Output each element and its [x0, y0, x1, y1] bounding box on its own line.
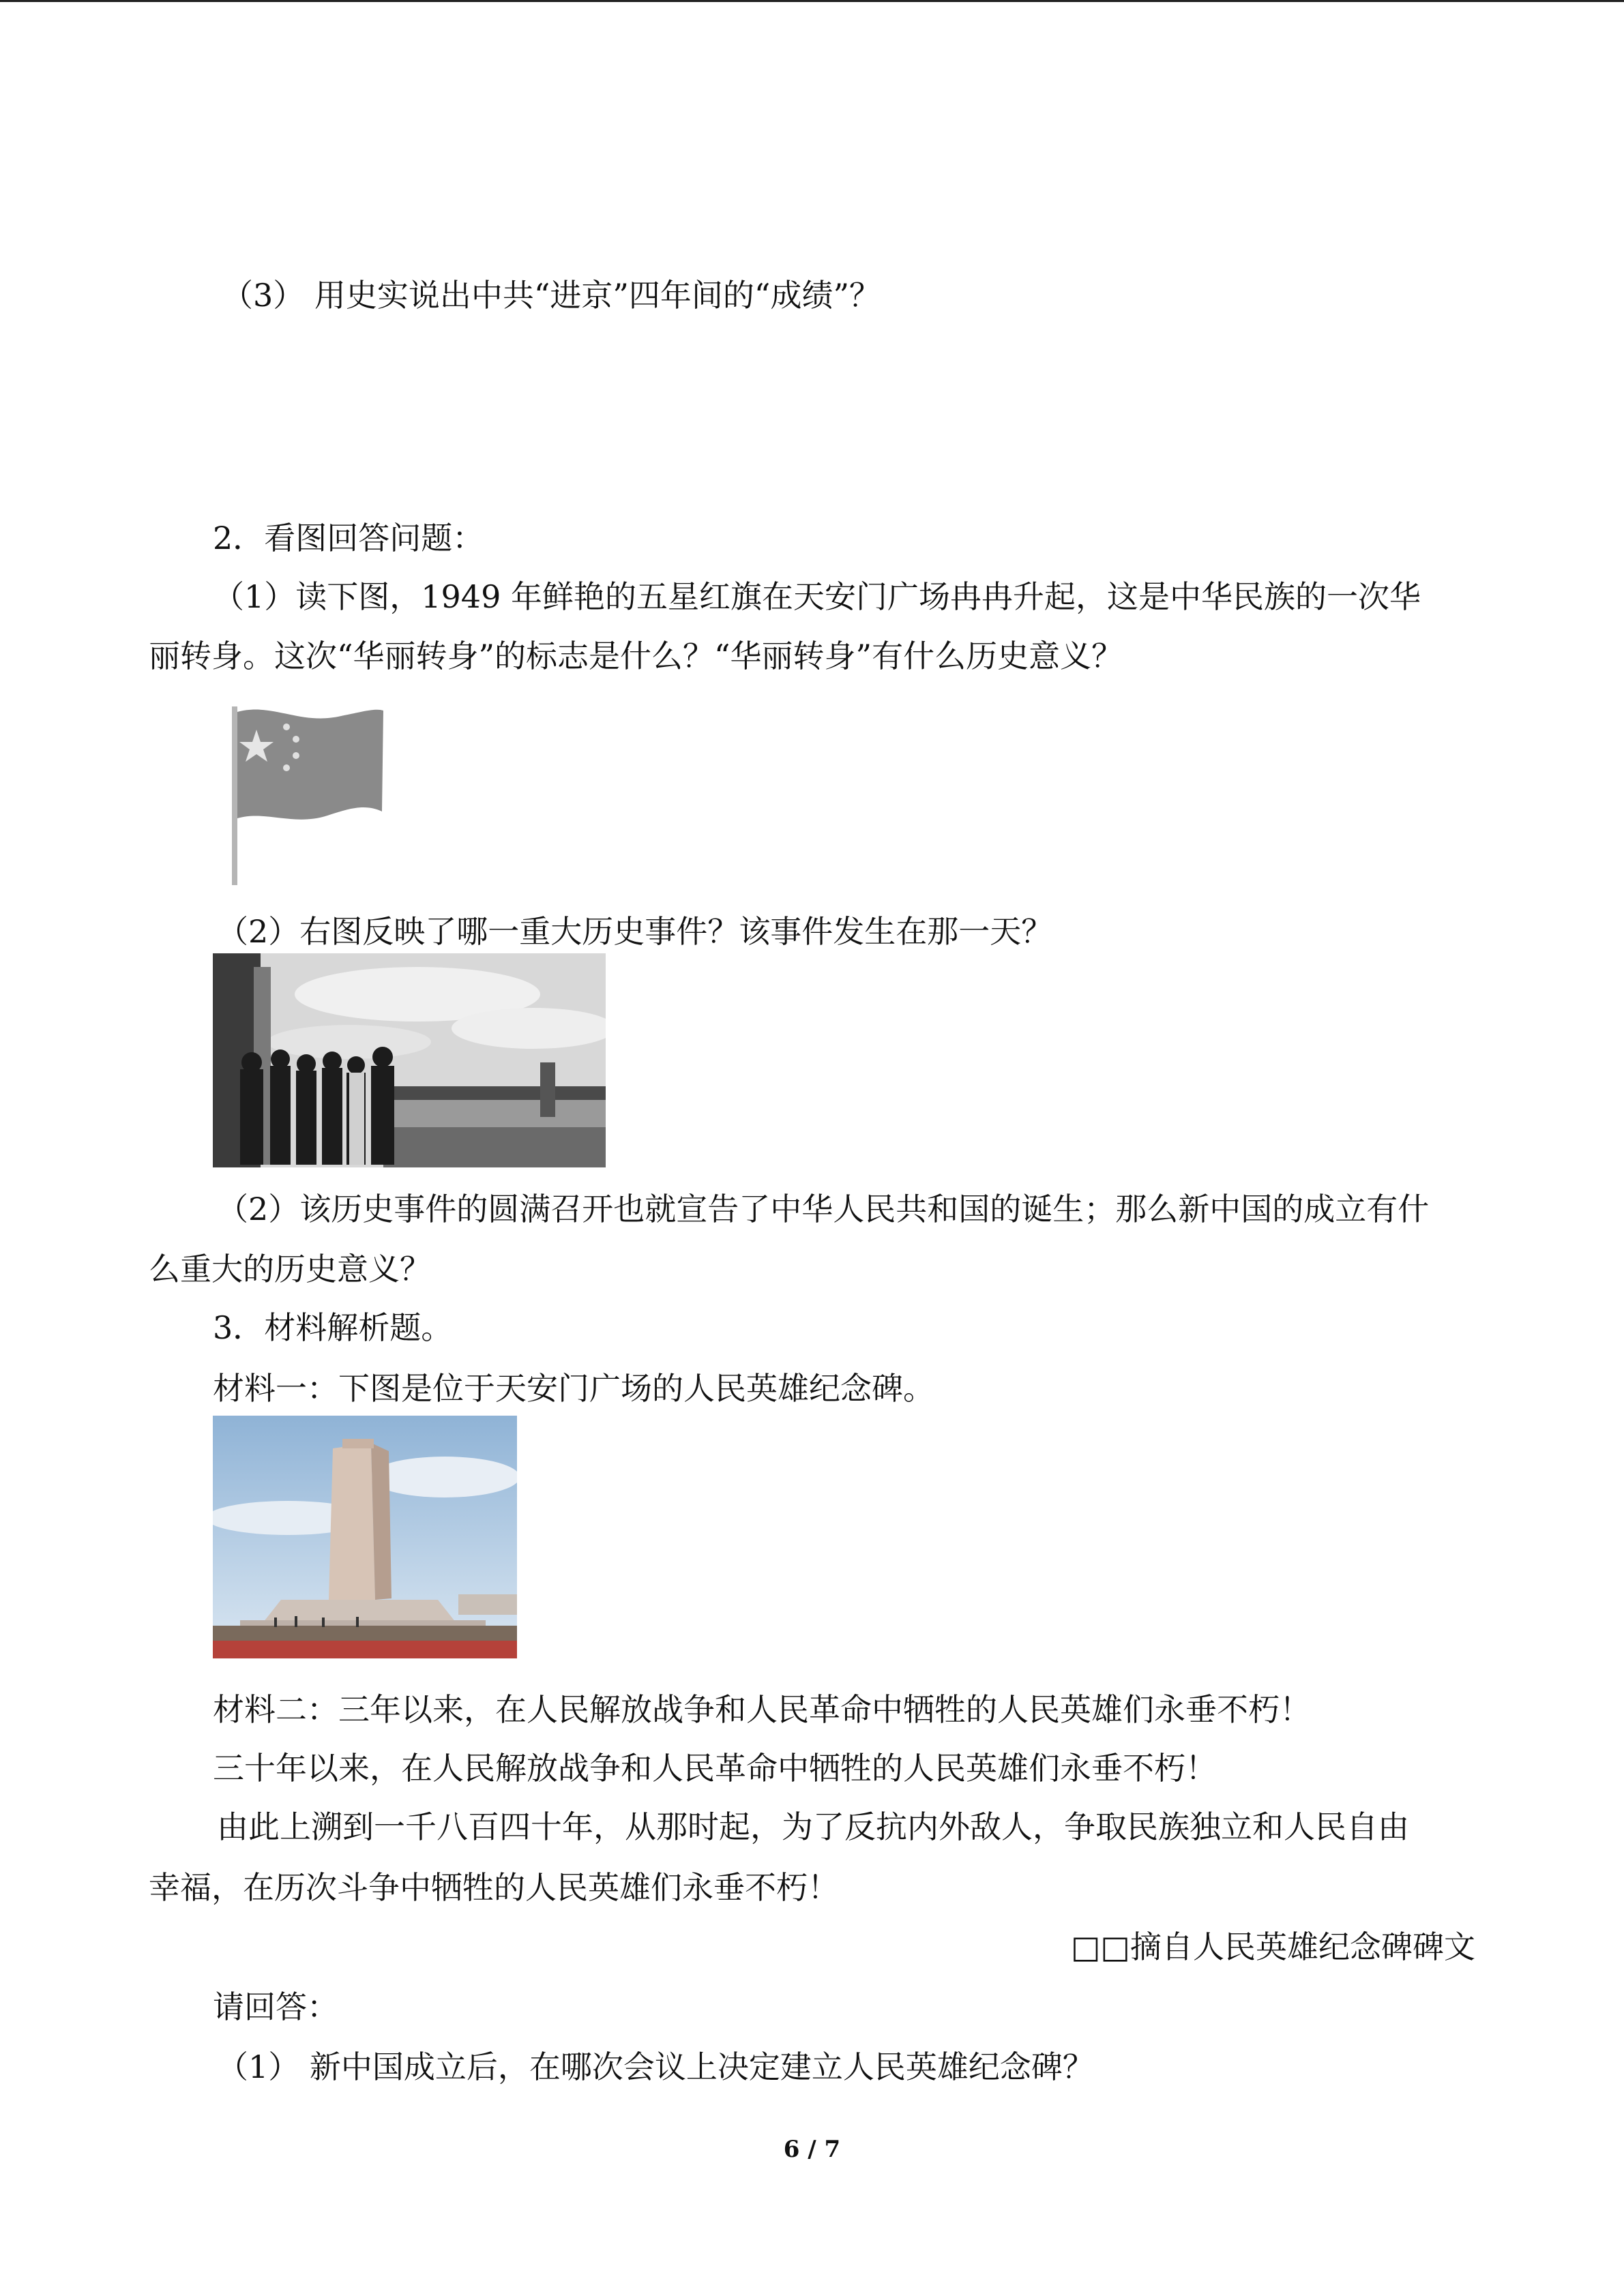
q2-part1-line2: 丽转身。这次“华丽转身”的标志是什么？“华丽转身”有什么历史意义？ [149, 638, 1123, 674]
ceremony-photo [213, 953, 606, 1167]
q2-heading: 2．看图回答问题： [213, 520, 484, 556]
flag-image [225, 701, 389, 887]
material1: 材料一：下图是位于天安门广场的人民英雄纪念碑。 [213, 1370, 934, 1407]
q3-heading: 3．材料解析题。 [213, 1309, 453, 1346]
material2-line2: 三十年以来，在人民解放战争和人民革命中牺牲的人民英雄们永垂不朽！ [213, 1750, 1217, 1787]
material2-line3: 由此上溯到一千八百四十年，从那时起，为了反抗内外敌人，争取民族独立和人民自由 [217, 1808, 1409, 1845]
material2-line4: 幸福，在历次斗争中牺牲的人民英雄们永垂不朽！ [149, 1869, 839, 1906]
monument-photo [213, 1416, 517, 1658]
q2-part2: （2）右图反映了哪一重大历史事件？该事件发生在那一天？ [217, 913, 1053, 950]
q1-part3-question: （3） 用史实说出中共“进京”四年间的“成绩”？ [222, 277, 881, 314]
top-border [0, 0, 1624, 2]
page-number: 6 / 7 [783, 2136, 841, 2163]
q2-part3-line2: 么重大的历史意义？ [149, 1251, 431, 1287]
q2-part1-line1: （1）读下图，1949 年鲜艳的五星红旗在天安门广场冉冉升起，这是中华民族的一次华 [213, 578, 1421, 615]
q3-part1: （1） 新中国成立后，在哪次会议上决定建立人民英雄纪念碑？ [217, 2048, 1094, 2085]
material2-line1: 材料二：三年以来，在人民解放战争和人民革命中牺牲的人民英雄们永垂不朽！ [213, 1691, 1311, 1728]
please-answer: 请回答： [213, 1988, 338, 2025]
q2-part3-line1: （2）该历史事件的圆满召开也就宣告了中华人民共和国的诞生；那么新中国的成立有什 [217, 1191, 1430, 1227]
source-attribution: □□摘自人民英雄纪念碑碑文 [1071, 1928, 1475, 1965]
